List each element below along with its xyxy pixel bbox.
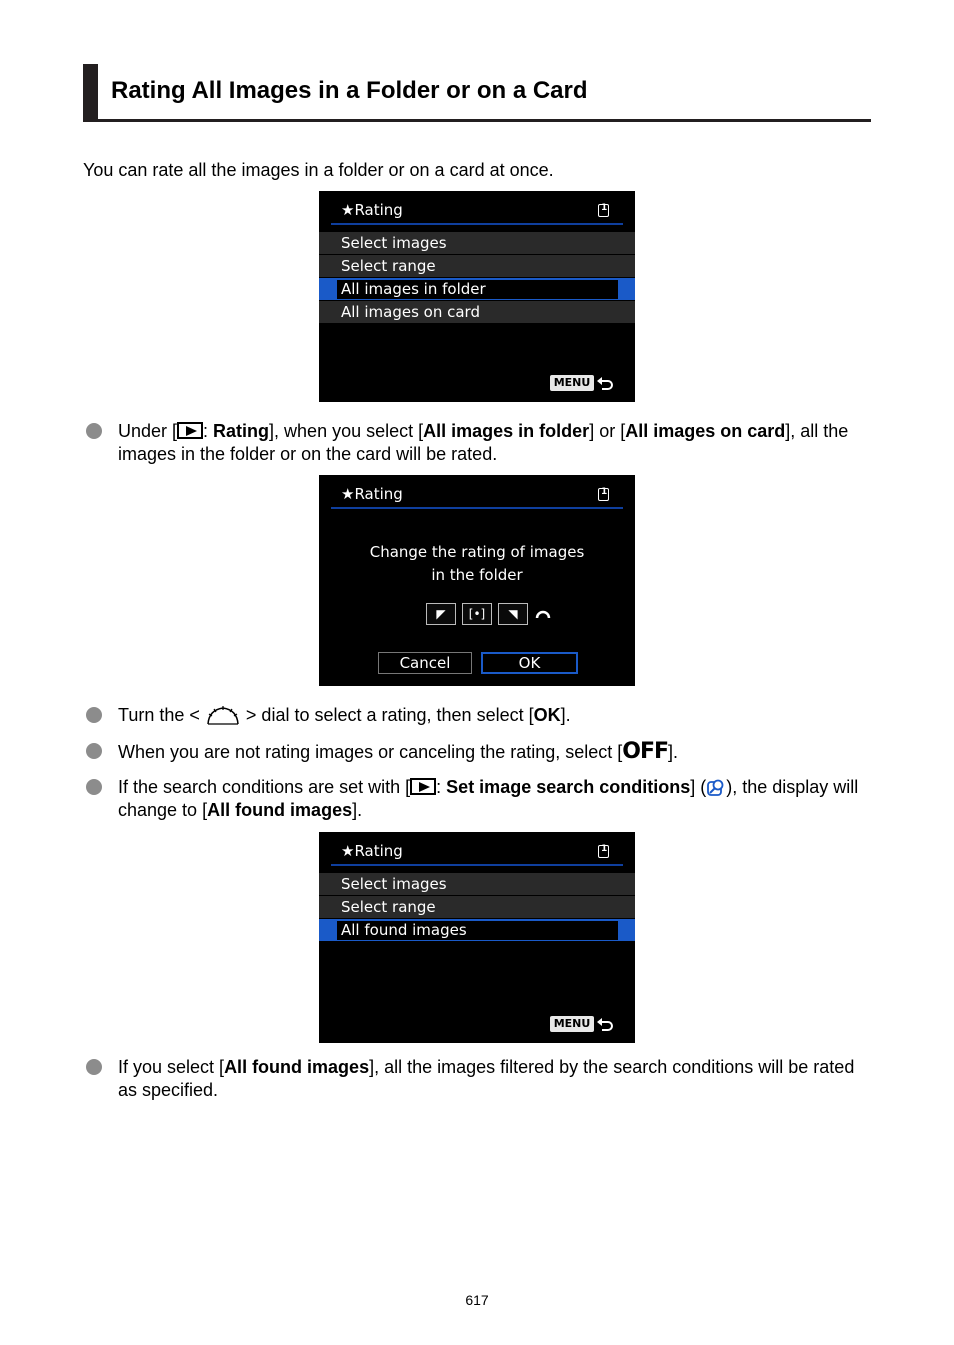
playback-icon (410, 778, 436, 795)
menu-label: MENU (550, 375, 594, 391)
bullet-text-4: If the search conditions are set with [ : Set image search conditions] ( ), the display will change to [All found images]. (118, 777, 859, 820)
bullet-marker (86, 779, 102, 795)
menu-item-selected: All images in folder (319, 278, 635, 300)
screen-header: ★Rating (341, 842, 403, 860)
menu-return-button (550, 1015, 614, 1035)
menu-item: Select range (319, 896, 635, 918)
rating-up-icon: ◥ (498, 603, 528, 625)
rating-down-icon: ◤ (426, 603, 456, 625)
bullet-marker (86, 743, 102, 759)
bullet-marker (86, 423, 102, 439)
menu-item: Select images (319, 873, 635, 895)
menu-item: All images on card (319, 301, 635, 323)
bullet-text-1: Under [ : Rating], when you select [All images in folder] or [All images on card], all the images in the folder or on the card will be rated. (118, 421, 849, 464)
bullet-marker (86, 1059, 102, 1075)
menu-return-button (550, 374, 614, 394)
section-heading (83, 64, 871, 120)
page-number: 617 (465, 1292, 489, 1308)
playback-icon (177, 422, 203, 439)
menu-item: Select range (319, 255, 635, 277)
return-icon (596, 1017, 614, 1033)
search-conditions-icon (706, 777, 726, 797)
main-dial-icon (205, 704, 241, 726)
rating-value-icon: [•] (462, 603, 492, 625)
menu-item-selected: All found images (319, 919, 635, 941)
off-icon: OFF (622, 739, 669, 764)
cancel-button: Cancel (378, 652, 472, 674)
ok-button: OK (481, 652, 578, 674)
bullet-text-5: If you select [All found images], all the images filtered by the search conditions will be rated as specified. (118, 1057, 855, 1100)
card-icon (598, 845, 609, 858)
page-title: Rating All Images in a Folder or on a Card (111, 77, 588, 104)
confirm-message-line2: in the folder (431, 566, 523, 584)
menu-item: Select images (319, 232, 635, 254)
header-line (331, 223, 623, 225)
header-line (331, 864, 623, 866)
dial-arc-icon (534, 608, 552, 620)
menu-label: MENU (550, 1016, 594, 1032)
intro-text: You can rate all the images in a folder or on a card at once. (83, 160, 554, 180)
bullet-text-2: Turn the < > dial to select a rating, then select [OK]. (118, 705, 571, 725)
camera-screen-rating-menu (319, 191, 635, 402)
heading-rule (83, 119, 871, 122)
camera-screen-rating-confirm (319, 475, 635, 686)
confirm-message-line1: Change the rating of images (369, 543, 585, 561)
header-line (331, 507, 623, 509)
bullet-text-3: When you are not rating images or canceling the rating, select [OFF]. (118, 739, 679, 764)
return-icon (596, 376, 614, 392)
bullet-marker (86, 707, 102, 723)
camera-screen-found-images-menu (319, 832, 635, 1043)
heading-bar (83, 64, 98, 120)
card-icon (598, 204, 609, 217)
card-icon (598, 488, 609, 501)
screen-header: ★Rating (341, 485, 403, 503)
screen-header: ★Rating (341, 201, 403, 219)
